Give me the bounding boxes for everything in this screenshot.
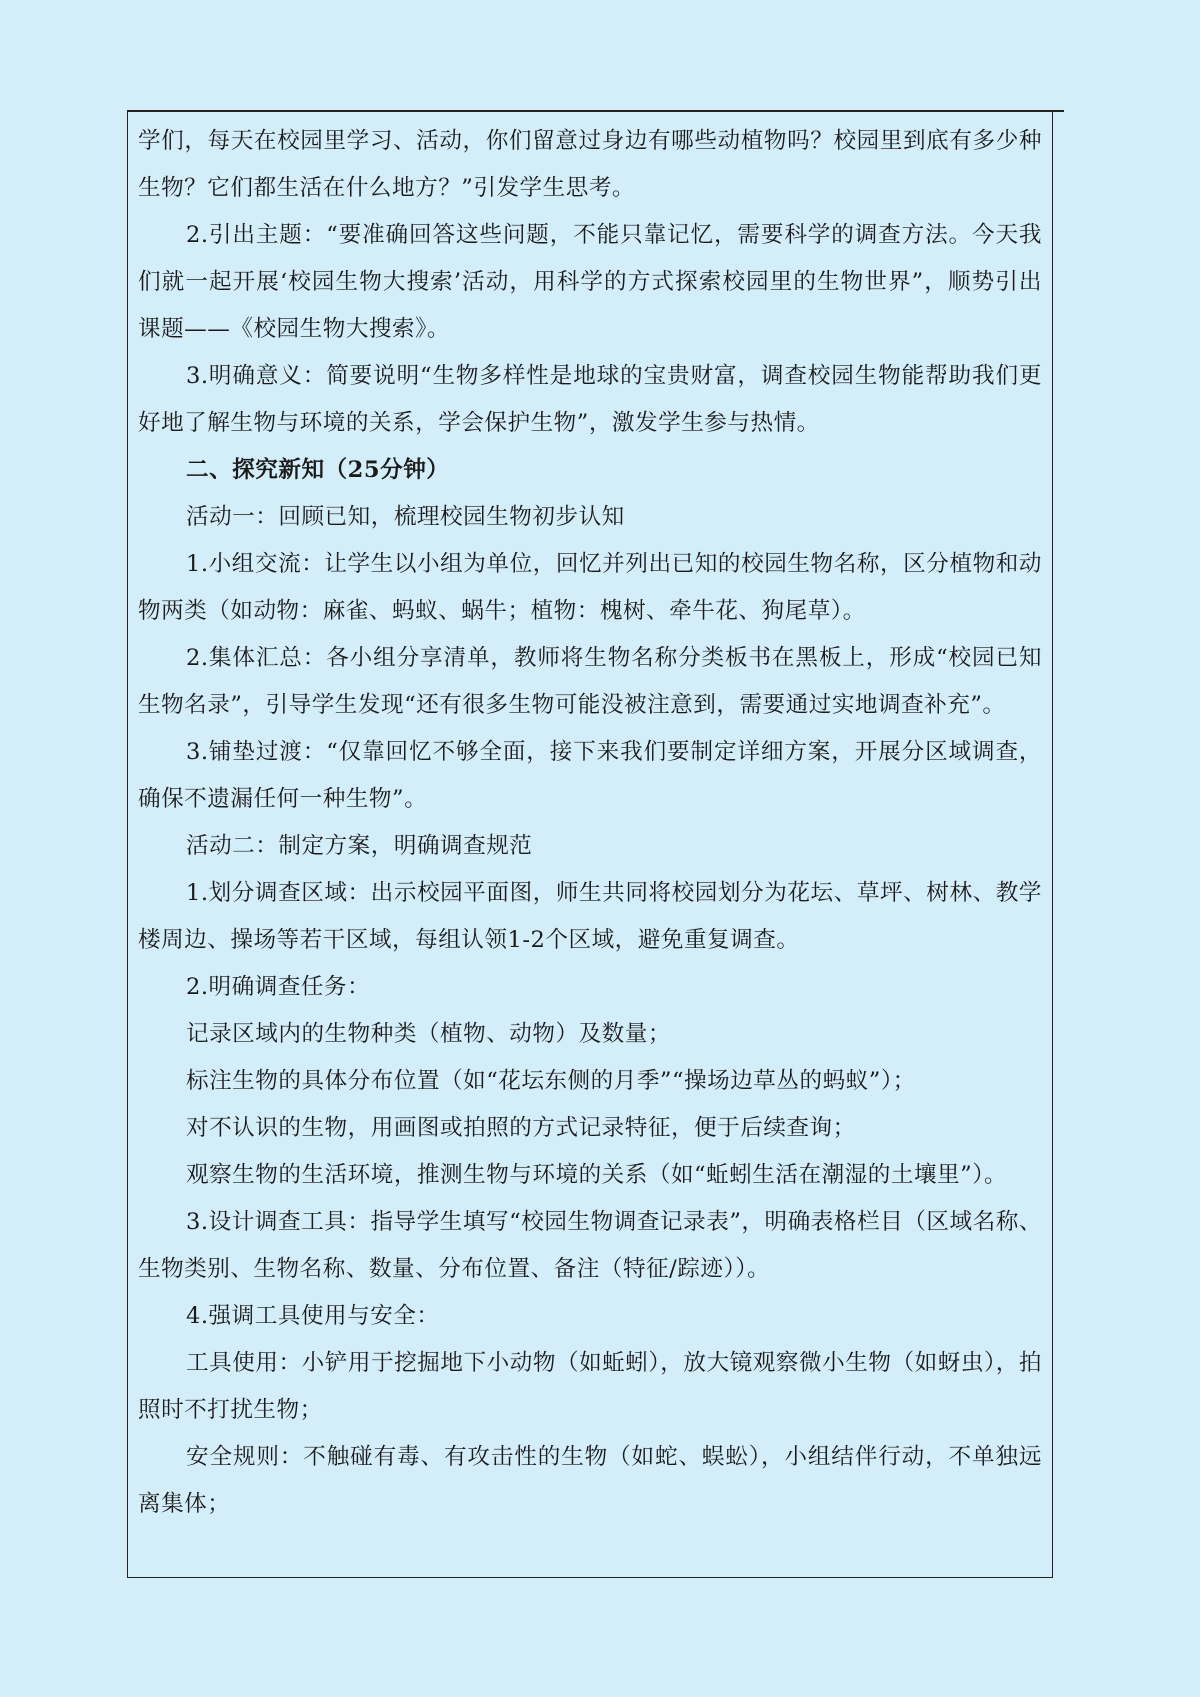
list-item: 安全规则：不触碰有毒、有攻击性的生物（如蛇、蜈蚣），小组结伴行动，不单独远离集体； (138, 1444, 1042, 1517)
paragraph: 1.划分调查区域：出示校园平面图，师生共同将校园划分为花坛、草坪、树林、教学楼周边、操场等若干区域，每组认领1-2个区域，避免重复调查。 (138, 880, 1042, 953)
activity-heading: 活动二：制定方案，明确调查规范 (186, 833, 533, 859)
paragraph: 3.设计调查工具：指导学生填写“校园生物调查记录表”，明确表格栏目（区域名称、生物类别、生物名称、数量、分布位置、备注（特征/踪迹））。 (138, 1209, 1042, 1282)
paragraph: 4.强调工具使用与安全： (186, 1303, 440, 1329)
paragraph: 2.集体汇总：各小组分享清单，教师将生物名称分类板书在黑板上，形成“校园已知生物名录”，引导学生发现“还有很多生物可能没被注意到，需要通过实地调查补充”。 (138, 645, 1042, 718)
paragraph: 学们，每天在校园里学习、活动，你们留意过身边有哪些动植物吗？校园里到底有多少种生物？它们都生活在什么地方？”引发学生思考。 (138, 128, 1042, 201)
paragraph: 3.明确意义：简要说明“生物多样性是地球的宝贵财富，调查校园生物能帮助我们更好地了解生物与环境的关系，学会保护生物”，激发学生参与热情。 (138, 363, 1042, 436)
paragraph: 2.明确调查任务： (186, 974, 371, 1000)
list-item: 观察生物的生活环境，推测生物与环境的关系（如“蚯蚓生活在潮湿的土壤里”）。 (186, 1162, 1008, 1188)
list-item: 标注生物的具体分布位置（如“花坛东侧的月季”“操场边草丛的蚂蚁”）； (186, 1068, 916, 1094)
activity-heading: 活动一：回顾已知，梳理校园生物初步认知 (186, 504, 625, 530)
paragraph: 1.小组交流：让学生以小组为单位，回忆并列出已知的校园生物名称，区分植物和动物两类（如动物：麻雀、蚂蚁、蜗牛；植物：槐树、牵牛花、狗尾草）。 (138, 551, 1042, 624)
paragraph: 2.引出主题：“要准确回答这些问题，不能只靠记忆，需要科学的调查方法。今天我们就一起开展‘校园生物大搜索’活动，用科学的方式探索校园里的生物世界”，顺势引出课题——《校园生物大搜索》。 (138, 222, 1042, 342)
list-item: 对不认识的生物，用画图或拍照的方式记录特征，便于后续查询； (186, 1115, 856, 1141)
lesson-plan-frame (127, 112, 1053, 1578)
section-heading: 二、探究新知（25分钟） (186, 457, 450, 483)
list-item: 记录区域内的生物种类（植物、动物）及数量； (186, 1021, 671, 1047)
paragraph: 3.铺垫过渡：“仅靠回忆不够全面，接下来我们要制定详细方案，开展分区域调查，确保不遗漏任何一种生物”。 (138, 739, 1042, 812)
list-item: 工具使用：小铲用于挖掘地下小动物（如蚯蚓），放大镜观察微小生物（如蚜虫），拍照时不打扰生物； (138, 1350, 1042, 1423)
